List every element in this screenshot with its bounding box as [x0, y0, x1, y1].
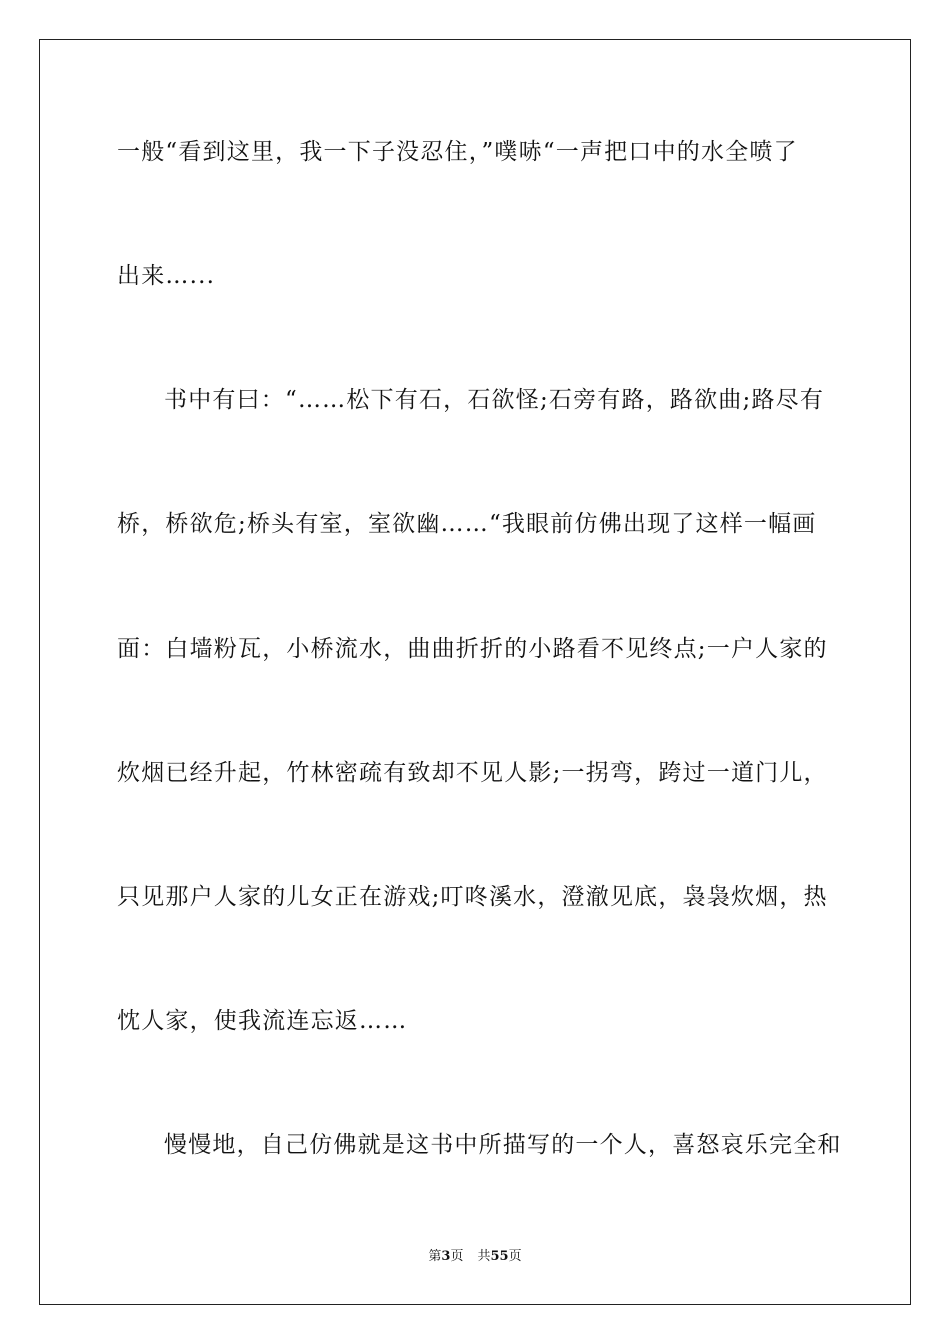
footer-page-suffix: 页	[450, 1249, 464, 1264]
text-line-9: 慢慢地，自己仿佛就是这书中所描写的一个人，喜怒哀乐完全和	[164, 1132, 842, 1158]
footer-total-prefix: 共	[477, 1249, 491, 1264]
text-line-7: 只见那户人家的儿女正在游戏;叮咚溪水，澄澈见底，袅袅炊烟，热	[117, 884, 828, 910]
text-line-5: 面：白墙粉瓦，小桥流水，曲曲折折的小路看不见终点;一户人家的	[117, 636, 828, 662]
text-line-2: 出来…...	[117, 263, 216, 289]
footer-page-number: 3	[441, 1249, 451, 1264]
page-footer	[0, 1248, 950, 1266]
footer-total-pages: 55	[490, 1249, 509, 1264]
text-line-8: 忱人家，使我流连忘返……	[117, 1008, 408, 1034]
text-line-1: 一般“看到这里，我一下子没忍住，”噗哧“一声把口中的水全喷了	[117, 139, 798, 165]
text-line-4: 桥，桥欲危;桥头有室，室欲幽……“我眼前仿佛出现了这样一幅画	[117, 511, 817, 537]
text-line-3: 书中有曰：“……松下有石，石欲怪;石旁有路，路欲曲;路尽有	[164, 387, 825, 413]
page-border	[39, 39, 911, 1305]
text-line-6: 炊烟已经升起，竹林密疏有致却不见人影;一拐弯，跨过一道门儿，	[117, 760, 828, 786]
footer-page-prefix: 第	[428, 1249, 442, 1264]
footer-total-suffix: 页	[508, 1249, 522, 1264]
